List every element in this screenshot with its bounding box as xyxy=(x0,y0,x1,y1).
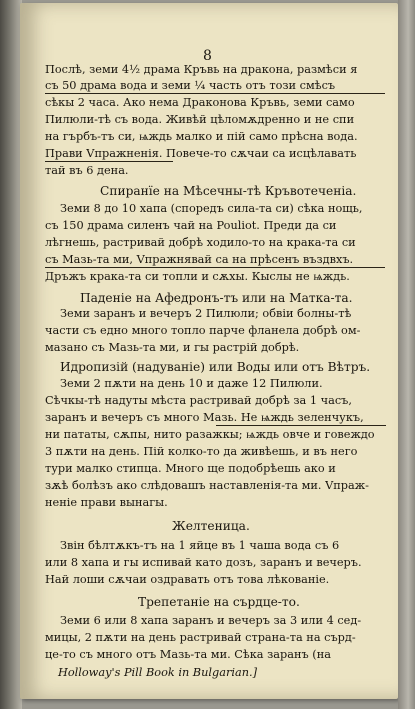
text-line: Звін бѣлтѫкъ-тъ на 1 яйце въ 1 чаша вода съ 6 xyxy=(60,539,340,552)
text-line: зѫѣ болѣзъ ако слѣдовашъ наставленія-та ми. Vпраж- xyxy=(45,479,369,492)
text-line: тай въ 6 дена. xyxy=(45,164,129,177)
text-line: Пилюли-тѣ съ вода. Живѣй цѣломѫдренно и не спи xyxy=(45,113,355,126)
text-line: заранъ и вечеръ съ много Мазь. Не ѩждь зеленчукъ, xyxy=(45,411,364,424)
section-heading: Спиранїе на Мѣсечны-тѣ Кръвотеченіа. xyxy=(100,184,357,198)
text-line: или 8 хапа и гы испивай като дозъ, заранъ и вечеръ. xyxy=(45,556,362,569)
page-edge xyxy=(398,0,415,709)
text-line: неніе прави вынагы. xyxy=(45,496,168,509)
page-number: 8 xyxy=(203,48,212,64)
book-spine xyxy=(0,0,22,709)
text-line: Земи 8 до 10 хапа (споредъ сила-та си) сѣка нощь, xyxy=(60,202,363,215)
text-line: съ 50 драма вода и земи ¼ часть отъ този смѣсъ xyxy=(45,79,336,92)
text-line: Дръжъ крака-та си топли и сѫхы. Кыслы не ѩждь. xyxy=(45,270,350,283)
text-line: части съ едно много топло парче фланела добрѣ ом- xyxy=(45,324,361,337)
text-line: 3 пѫти на день. Пій колко-то да живѣешь, и въ него xyxy=(45,445,358,458)
text-line: Сѣчкы-тѣ надуты мѣста растривай добрѣ за 1 часъ, xyxy=(45,394,352,407)
text-line: Земи заранъ и вечеръ 2 Пилюли; обвіи болны-тѣ xyxy=(60,307,352,320)
text-line: Земи 6 или 8 хапа заранъ и вечеръ за 3 или 4 сед- xyxy=(60,614,362,627)
text-line: це-то съ много отъ Мазь-та ми. Сѣка заранъ (на xyxy=(45,648,331,661)
text-line: на гърбъ-тъ си, ѩждь малко и пій само прѣсна вода. xyxy=(45,130,358,143)
text-line: мазано съ Мазь-та ми, и гы растрій добрѣ. xyxy=(45,341,300,354)
text-line: Прави Vпражненія. Повече-то сѫчаи са исцѣлавать xyxy=(45,147,357,160)
footer-note: Holloway's Pill Book in Bulgarian.] xyxy=(58,666,257,679)
text-line: тури малко стипца. Много ще подобрѣешь ако и xyxy=(45,462,336,475)
underline-rule xyxy=(216,425,386,426)
text-line: Земи 2 пѫти на день 10 и даже 12 Пилюли. xyxy=(60,377,323,390)
text-line: Послѣ, земи 4½ драма Кръвь на дракона, размѣси я xyxy=(45,63,358,76)
underline-rule xyxy=(45,161,173,162)
text-line: лѣгнешь, растривай добрѣ ходило-то на крака-та си xyxy=(45,236,356,249)
section-heading: Паденіе на Афедронъ-тъ или на Матка-та. xyxy=(80,291,353,305)
text-line: мицы, 2 пѫти на день растривай страна-та на сърд- xyxy=(45,631,356,644)
underline-rule xyxy=(45,267,385,268)
text-line: съ Мазь-та ми, Vпражнявай са на прѣсенъ въздвхъ. xyxy=(45,253,354,266)
text-line: Най лоши сѫчаи оздравать отъ това лѣкованіе. xyxy=(45,573,330,586)
section-heading: Идропизій (надуваніе) или Воды или отъ Вѣтръ. xyxy=(60,360,371,374)
text-line: съ 150 драма силенъ чай на Pouliot. Преди да си xyxy=(45,219,337,232)
section-heading: Трепетаніе на сърдце-то. xyxy=(138,595,300,609)
section-heading: Желтеница. xyxy=(172,519,250,533)
text-line: ни пататы, сѫпы, нито разажкы; ѩждь овче и говеждо xyxy=(45,428,375,441)
text-line: сѣкы 2 часа. Ако нема Драконова Кръвь, земи само xyxy=(45,96,355,109)
underline-rule xyxy=(45,93,385,94)
